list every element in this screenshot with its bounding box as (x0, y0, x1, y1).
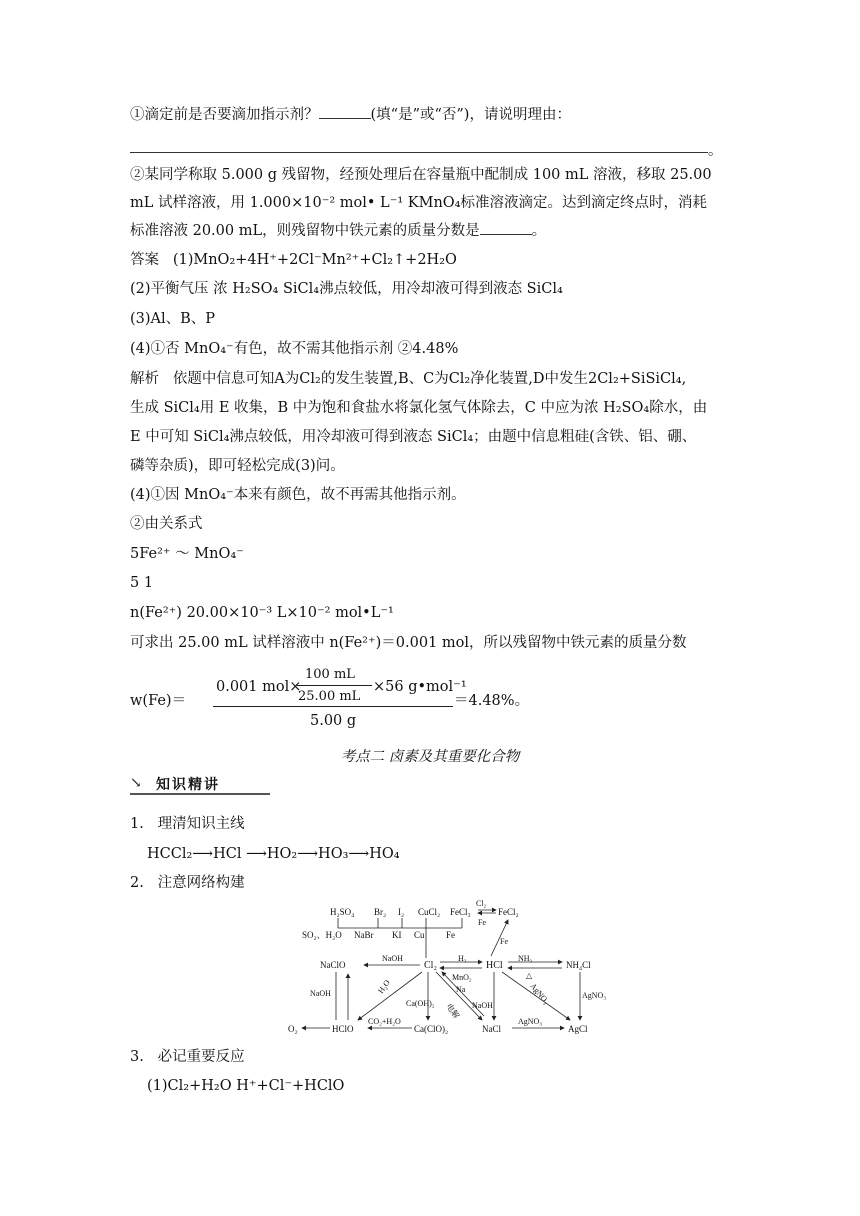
edge-label-agno3-3: AgNO₃ (518, 1017, 543, 1026)
chain-4: HO₄ (369, 846, 400, 862)
w-lhs: w(Fe)＝ (130, 693, 187, 709)
q1-end: 。 (708, 143, 723, 159)
chain-arrow-icon: ⟶ (348, 846, 370, 862)
chlorine-network-diagram (286, 898, 624, 1038)
edge-label-mno2: MnO₂ (452, 973, 472, 982)
chain-0: HCCl₂ (147, 846, 193, 862)
reagent-ki: KI (392, 930, 402, 940)
edge-label-na: Na (456, 985, 466, 994)
answer-2: (2)平衡气压 浓 H₂SO₄ SiCl₄沸点较低，用冷却液可得到液态 SiCl₄ (130, 281, 563, 297)
edge-label-h2: H₂ (458, 954, 467, 963)
edge-label-fe-1: Fe (478, 918, 486, 927)
answer-label: 答案 (130, 252, 159, 268)
answer-4: (4)①否 MnO₄⁻有色，故不需其他指示剂 ②4.48% (130, 341, 459, 357)
item-1-title: 理清知识主线 (157, 816, 245, 832)
banner-underline (130, 793, 270, 795)
chain-3: HO₃ (318, 846, 349, 862)
node-hclo: HClO (332, 1024, 354, 1034)
edge-label-naoh-1: NaOH (382, 954, 403, 963)
q1-suffix: (填“是”或“否”)，请说明理由： (370, 107, 571, 123)
analysis-p6: ②由关系式 (130, 516, 203, 532)
analysis-line-1 (130, 368, 686, 390)
q2-line-2: mL 试样溶液，用 1.000×10⁻² mol• L⁻¹ KMnO₄标准溶液滴定。达到滴定终点时，消耗 (130, 195, 707, 211)
node-cl2: Cl₂ (424, 960, 437, 971)
node-caclo2: Ca(ClO)₂ (414, 1024, 449, 1034)
node-i2: I₂ (398, 907, 405, 917)
edge-label-heat: △ (526, 971, 533, 980)
node-nh4cl: NH₄Cl (566, 960, 591, 970)
reagent-nabr: NaBr (354, 930, 374, 940)
answer-1: (1)MnO₂+4H⁺+2Cl⁻Mn²⁺+Cl₂↑+2H₂O (172, 252, 457, 268)
item-3-num: 3. (130, 1049, 144, 1065)
analysis-p8: 5 1 (130, 575, 154, 591)
item-3-title: 必记重要反应 (157, 1049, 245, 1065)
analysis-p9: n(Fe²⁺) 20.00×10⁻³ L×10⁻² mol•L⁻¹ (130, 605, 394, 621)
node-agcl: AgCl (568, 1024, 588, 1034)
edge-label-fe-2: Fe (500, 937, 508, 946)
analysis-p7: 5Fe²⁺ ～ MnO₄⁻ (130, 546, 244, 562)
q2-line-1: ②某同学称取 5.000 g 残留物，经预处理后在容量瓶中配制成 100 mL 溶液，移取 25.00 (130, 167, 712, 183)
w-num-b: ×56 g•mol⁻¹ (373, 679, 467, 695)
knowledge-chain (147, 843, 400, 865)
edge-label-agno3-2: AgNO₃ (582, 991, 607, 1000)
w-inner-den: 25.00 mL (298, 689, 361, 704)
answer-line-1 (130, 249, 457, 271)
edge-label-caoh2: Ca(OH)₂ (406, 999, 435, 1008)
answer-blank-2 (480, 220, 532, 235)
analysis-p5: (4)①因 MnO₄⁻本来有颜色，故不再需其他指示剂。 (130, 487, 466, 503)
item-1 (130, 813, 245, 835)
item-2-title: 注意网络构建 (157, 875, 245, 891)
knowledge-banner (130, 773, 270, 795)
analysis-p3: E 中可知 SiCl₄沸点较低，用冷却液可得到液态 SiCl₄；由题中信息粗硅(含铁、铝、硼、 (130, 429, 697, 445)
q1-prefix: ①滴定前是否要滴加指示剂？ (130, 107, 319, 123)
corner-arrow-icon: ↘ (130, 775, 142, 791)
node-hcl: HCl (486, 960, 503, 971)
edge-label-naoh-3: NaOH (472, 1001, 493, 1010)
reagent-so2: SO₂、H₂O (302, 930, 342, 940)
edge-label-nh3: NH₃ (518, 954, 533, 963)
q2-line-3 (130, 220, 546, 242)
question-1 (130, 104, 571, 126)
node-cucl2: CuCl₂ (418, 907, 441, 917)
q2-line-3-text: 标准溶液 20.00 mL，则残留物中铁元素的质量分数是 (130, 223, 480, 239)
w-den: 5.00 g (310, 713, 357, 729)
w-inner-num: 100 mL (305, 667, 355, 682)
item-2-num: 2. (130, 875, 144, 891)
answer-3: (3)Al、B、P (130, 311, 216, 327)
node-nacl: NaCl (482, 1024, 501, 1034)
node-br2: Br₂ (374, 907, 387, 917)
answer-blank (319, 104, 371, 119)
chain-arrow-icon: ⟶ (297, 846, 319, 862)
analysis-p1: 依题中信息可知A为Cl₂的发生装置,B、C为Cl₂净化装置,D中发生2Cl₂+SiSiCl₄, (172, 371, 687, 387)
banner-label: 知识精讲 (156, 777, 220, 793)
node-fecl2: FeCl₂ (498, 907, 519, 917)
chain-1: HCl (213, 846, 242, 862)
edge-label-naoh-2: NaOH (310, 989, 331, 998)
node-naclo: NaClO (320, 960, 346, 970)
section-title: 考点二 卤素及其重要化合物 (340, 749, 520, 765)
item-1-num: 1. (130, 816, 144, 832)
node-fecl3: FeCl₃ (450, 907, 471, 917)
analysis-p4: 磷等杂质)，即可轻松完成(3)问。 (130, 458, 345, 474)
reaction-1: (1)Cl₂+H₂O H⁺+Cl⁻+HClO (147, 1078, 345, 1094)
edge-label-cl2: Cl₂ (476, 899, 487, 908)
reagent-cu: Cu (414, 930, 425, 940)
q2-line-3-end: 。 (531, 223, 547, 239)
item-3 (130, 1046, 245, 1068)
edge-label-h2o: H₂O (376, 978, 392, 996)
analysis-label: 解析 (130, 371, 159, 387)
w-num-a: 0.001 mol× (216, 679, 302, 695)
edge-label-agno3-1: AgNO₃ (528, 981, 551, 1006)
edge-label-co2-h2o: CO₂+H₂O (368, 1017, 401, 1026)
chain-arrow-icon: ⟶ (192, 846, 214, 862)
node-h2so4: H₂SO₄ (330, 907, 355, 917)
node-o2: O₂ (288, 1024, 298, 1034)
w-rhs: ＝4.48%。 (454, 693, 530, 709)
reason-blank (130, 152, 708, 153)
item-2 (130, 872, 245, 894)
edge-label-electrolysis: 电解 (444, 1001, 461, 1021)
main-fraction-bar (213, 706, 453, 707)
analysis-p10: 可求出 25.00 mL 试样溶液中 n(Fe²⁺)＝0.001 mol，所以残留物中铁元素的质量分数 (130, 635, 687, 651)
reagent-fe: Fe (446, 930, 455, 940)
chain-arrow-icon: ⟶ (246, 846, 267, 862)
analysis-p2: 生成 SiCl₄用 E 收集，B 中为饱和食盐水将氯化氢气体除去，C 中应为浓 H₂SO₄除水，由 (130, 400, 708, 416)
chain-2: HO₂ (266, 846, 298, 862)
